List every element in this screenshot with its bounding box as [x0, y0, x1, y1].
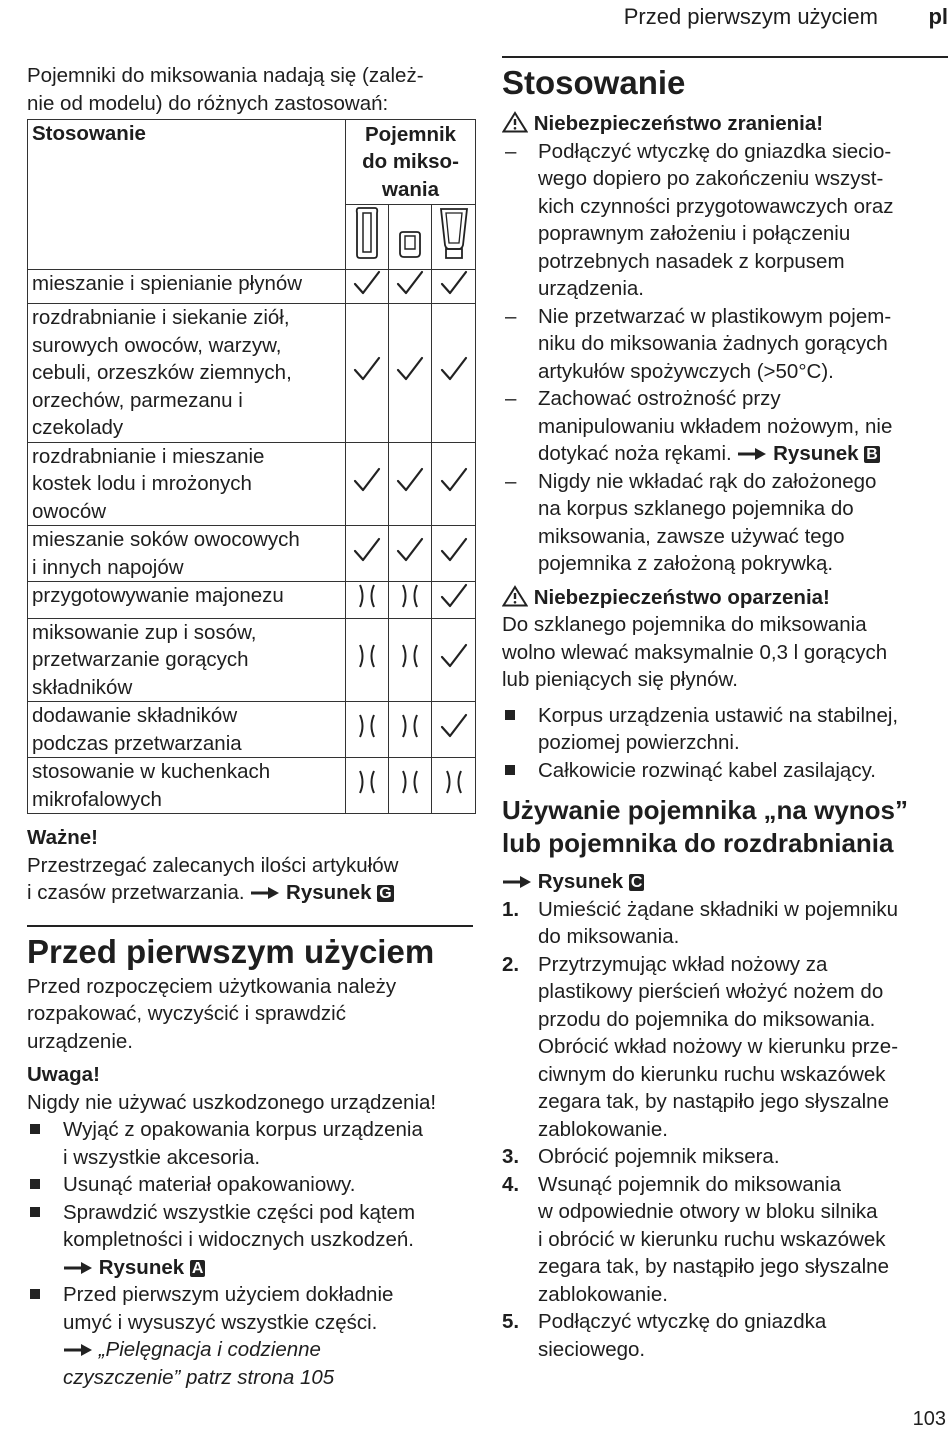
- cross-icon: [389, 618, 432, 702]
- checkmark-icon: [389, 526, 432, 582]
- figure-a-badge: A: [191, 1259, 204, 1277]
- checkmark-icon: [389, 442, 432, 526]
- list-line: manipulowaniu wkładem nożowym, nie: [538, 414, 893, 438]
- use-line: mikrofalowych: [32, 787, 162, 811]
- column-header-line: do mikso-: [362, 150, 459, 174]
- subsection-title-line: lub pojemnika do rozdrabniania: [502, 828, 894, 858]
- checkmark-icon: [432, 702, 476, 758]
- list-item: [502, 757, 948, 785]
- checkmark-icon: [346, 304, 389, 443]
- use-line: przetwarzanie gorących: [32, 648, 249, 671]
- section-divider: [502, 56, 948, 58]
- use-line: cebuli, orzeszków ziemnych,: [32, 361, 292, 384]
- important-title: Ważne!: [27, 826, 98, 849]
- usage-table: [27, 119, 476, 814]
- bullet-square-icon: [30, 1289, 40, 1299]
- step-item: [502, 1308, 948, 1363]
- section-line: urządzenie.: [27, 1029, 133, 1053]
- subsection-title-line: Używanie pojemnika „na wynos”: [502, 795, 908, 825]
- usage-title: Stosowanie: [502, 64, 686, 101]
- step-line: Obrócić pojemnik miksera.: [538, 1145, 780, 1168]
- list-line: potrzebnych nasadek z korpusem: [538, 249, 845, 273]
- table-row: [28, 526, 476, 582]
- list-item: – Podłączyć wtyczkę do gniazdka siecio- wego dopiero po zakończeniu wszyst- kich czynności przygotowawczych oraz poprawnym założeniu i połączeniu potrzebnych nasadek z korpusem urządzenia.: [505, 139, 894, 300]
- use-line: stosowanie w kuchenkach: [32, 760, 271, 783]
- section-title: Przed pierwszym użyciem: [27, 932, 435, 970]
- use-line: dodawanie składników: [32, 704, 238, 727]
- list-item: [27, 1116, 475, 1171]
- figure-ref-word: Rysunek: [98, 1255, 185, 1279]
- bullet-square-icon: [30, 1124, 40, 1134]
- page-number: 103: [912, 1408, 946, 1430]
- arrow-icon: [250, 885, 280, 901]
- cross-icon: [389, 758, 432, 814]
- step-line: zegara tak, by nastąpiło jego słyszalne: [538, 1255, 889, 1278]
- step-number: 4.: [502, 1172, 520, 1196]
- intro-line: Pojemniki do miksowania nadają się (zależ-: [27, 64, 424, 87]
- step-number: 5.: [502, 1310, 520, 1333]
- table-row: [28, 618, 476, 702]
- list-line: artykułów spożywczych (>50°C).: [538, 359, 834, 383]
- step-line: Umieścić żądane składniki w pojemniku: [538, 897, 899, 921]
- arrow-icon: [737, 446, 767, 462]
- use-line: orzechów, parmezanu i: [32, 388, 243, 412]
- use-cell: [28, 618, 346, 702]
- important-line: i czasów przetwarzania.: [27, 881, 245, 904]
- section-line: Przed rozpoczęciem użytkowania należy: [27, 974, 397, 998]
- step-line: plastikowy pierścień włożyć nożem do: [538, 980, 884, 1003]
- step-line: i obrócić w kierunku ruchu wskazówek: [538, 1227, 886, 1251]
- step-line: sieciowego.: [538, 1337, 646, 1361]
- step-line: Wsunąć pojemnik do miksowania: [538, 1172, 842, 1196]
- burn-text: [502, 611, 948, 694]
- use-line: podczas przetwarzania: [32, 731, 242, 755]
- use-line: owoców: [32, 499, 107, 523]
- step-line: zegara tak, by nastąpiło jego słyszalne: [538, 1090, 889, 1113]
- step-item: [502, 896, 948, 951]
- use-line: i innych napojów: [32, 555, 184, 579]
- cross-icon: [346, 618, 389, 702]
- step-line: Podłączyć wtyczkę do gniazdka: [538, 1310, 827, 1333]
- bullet-square-icon: [30, 1207, 40, 1217]
- list-line: Korpus urządzenia ustawić na stabilnej,: [538, 703, 899, 727]
- checkmark-icon: [346, 526, 389, 582]
- list-line: Wyjąć z opakowania korpus urządzenia: [63, 1118, 423, 1141]
- use-cell: [28, 442, 346, 526]
- use-cell: [28, 702, 346, 758]
- step-line: do miksowania.: [538, 925, 680, 948]
- list-line: poziomej powierzchni.: [538, 731, 740, 754]
- list-line: Sprawdzić wszystkie części pod kątem: [63, 1200, 416, 1224]
- use-line: mieszanie i spienianie płynów: [32, 271, 303, 295]
- step-line: Przytrzymując wkład nożowy za: [538, 952, 828, 976]
- checkmark-icon: [389, 269, 432, 304]
- cross-icon: [432, 758, 476, 814]
- step-line: w odpowiednie otwory w bloku silnika: [538, 1200, 878, 1223]
- cross-icon: [346, 702, 389, 758]
- injury-list: [502, 138, 948, 578]
- list-line: i wszystkie akcesoria.: [63, 1145, 261, 1169]
- use-cell: [28, 269, 346, 304]
- warning-triangle-icon: [502, 585, 528, 607]
- checkmark-icon: [432, 582, 476, 619]
- list-line: Usunąć materiał opakowaniowy.: [63, 1173, 356, 1196]
- step-number: 1.: [502, 897, 520, 921]
- cross-icon: [346, 582, 389, 619]
- table-row: [28, 304, 476, 443]
- list-line: Nie przetwarzać w plastikowym pojem-: [538, 304, 892, 328]
- use-cell: [28, 582, 346, 619]
- list-line: Zachować ostrożność przy: [538, 387, 781, 410]
- warning-burn: [502, 584, 948, 612]
- list-line: dotykać noża rękami.: [538, 442, 732, 465]
- checkmark-icon: [432, 618, 476, 702]
- list-item: [502, 702, 948, 757]
- use-line: surowych owoców, warzyw,: [32, 333, 282, 357]
- header-section-title: Przed pierwszym użyciem: [623, 4, 878, 29]
- step-line: zablokowanie.: [538, 1282, 668, 1306]
- table-row: [28, 269, 476, 304]
- list-line: pojemnika z założoną pokrywką.: [538, 552, 834, 575]
- list-item: – Zachować ostrożność przy manipulowaniu wkładem nożowym, nie dotykać noża rękami. Rysunek B: [505, 387, 893, 465]
- checkmark-icon: [432, 526, 476, 582]
- burn-line: wolno wlewać maksymalnie 0,3 l gorących: [502, 640, 888, 664]
- figure-b-badge: B: [866, 446, 878, 463]
- list-line: urządzenia.: [538, 277, 644, 300]
- checkmark-icon: [432, 269, 476, 304]
- column-header-line: Pojemnik: [364, 122, 457, 146]
- step-line: ciwnym do kierunku ruchu wskazówek: [538, 1062, 886, 1086]
- preparation-list: [27, 1116, 475, 1391]
- use-line: składników: [32, 675, 133, 699]
- arrow-icon: [502, 874, 532, 890]
- use-line: czekolady: [32, 416, 124, 439]
- checkmark-icon: [389, 304, 432, 443]
- column-header-container: [346, 120, 476, 205]
- list-line: kich czynności przygotowawczych oraz: [538, 194, 894, 218]
- checkmark-icon: [346, 269, 389, 304]
- list-line: kompletności i widocznych uszkodzeń.: [63, 1228, 414, 1251]
- list-line: wego dopiero po zakończeniu wszyst-: [538, 167, 884, 190]
- step-item: [502, 1171, 948, 1309]
- caution-text: Nigdy nie używać uszkodzonego urządzenia!: [27, 1090, 437, 1114]
- step-line: Obrócić wkład nożowy w kierunku prze-: [538, 1035, 899, 1058]
- cross-icon: [389, 702, 432, 758]
- list-line: Nigdy nie wkładać rąk do założonego: [538, 469, 877, 493]
- table-body: [28, 269, 476, 814]
- header-language: pl: [928, 4, 948, 29]
- section-intro: [27, 973, 475, 1056]
- table-row: [28, 442, 476, 526]
- list-item: [27, 1281, 475, 1391]
- table-row: [28, 758, 476, 814]
- cleaning-reference-line: czyszczenie” patrz strona 105: [63, 1365, 335, 1389]
- cross-icon: [389, 582, 432, 619]
- list-line: niku do miksowania żadnych gorących: [538, 332, 888, 355]
- arrow-icon: [63, 1342, 93, 1358]
- warning-burn-title: Niebezpieczeństwo oparzenia!: [533, 585, 830, 609]
- bullet-square-icon: [505, 710, 515, 720]
- warning-injury: [502, 110, 948, 138]
- step-line: zablokowanie.: [538, 1117, 668, 1141]
- cleaning-reference-line: „Pielęgnacja i codzienne: [98, 1338, 321, 1361]
- checkmark-icon: [346, 442, 389, 526]
- list-line: miksowania, zawsze używać tego: [538, 524, 845, 548]
- step-number: 3.: [502, 1145, 520, 1168]
- column-header-use: Stosowanie: [28, 120, 346, 270]
- list-line: Całkowicie rozwinąć kabel zasilający.: [538, 758, 876, 782]
- right-column: [502, 56, 948, 1363]
- column-header-line: wania: [382, 177, 439, 201]
- section-divider: [27, 925, 473, 927]
- cross-icon: [346, 758, 389, 814]
- list-item: – Nigdy nie wkładać rąk do założonego na korpus szklanego pojemnika do miksowania, zawsze używać tego pojemnika z założoną pokrywką.: [505, 469, 877, 575]
- page-header: [0, 4, 950, 32]
- use-line: miksowanie zup i sosów,: [32, 620, 257, 644]
- left-column: [27, 62, 475, 1391]
- important-text: [27, 852, 475, 907]
- steps-list: [502, 896, 948, 1364]
- step-line: przodu do pojemnika do miksowania.: [538, 1007, 876, 1031]
- use-cell: [28, 758, 346, 814]
- step-number: 2.: [502, 952, 520, 976]
- bullet-square-icon: [505, 765, 515, 775]
- list-line: umyć i wysuszyć wszystkie części.: [63, 1310, 378, 1334]
- list-item: [27, 1171, 475, 1199]
- use-cell: [28, 304, 346, 443]
- caution-title: Uwaga!: [27, 1063, 100, 1086]
- use-line: kostek lodu i mrożonych: [32, 472, 252, 495]
- figure-ref-word: Rysunek: [286, 881, 372, 904]
- burn-line: lub pieniących się płynów.: [502, 668, 738, 691]
- important-line: Przestrzegać zalecanych ilości artykułów: [27, 853, 399, 877]
- use-cell: [28, 526, 346, 582]
- table-row: [28, 582, 476, 619]
- table-row: [28, 702, 476, 758]
- list-item: [27, 1199, 475, 1282]
- glass-jug-icon: [432, 205, 476, 270]
- intro-line: nie od modelu) do różnych zastosowań:: [27, 91, 389, 115]
- section-line: rozpakować, wyczyścić i sprawdzić: [27, 1002, 346, 1025]
- use-line: rozdrabnianie i siekanie ziół,: [32, 306, 290, 329]
- figure-c-reference: [502, 868, 948, 896]
- list-item: – Nie przetwarzać w plastikowym pojem- niku do miksowania żadnych gorących artykułów spożywczych (>50°C).: [505, 304, 892, 383]
- step-item: [502, 1143, 948, 1171]
- small-container-icon: [389, 205, 432, 270]
- use-line: mieszanie soków owocowych: [32, 528, 300, 551]
- use-line: przygotowywanie majonezu: [32, 584, 284, 607]
- warning-injury-title: Niebezpieczeństwo zranienia!: [533, 112, 824, 135]
- figure-g-badge: G: [379, 885, 392, 902]
- bullet-square-icon: [30, 1179, 40, 1189]
- step-item: [502, 951, 948, 1144]
- list-line: Przed pierwszym użyciem dokładnie: [63, 1283, 394, 1306]
- tall-container-icon: [346, 205, 389, 270]
- figure-ref-word: Rysunek: [773, 442, 859, 465]
- figure-c-badge: C: [630, 874, 643, 891]
- use-line: rozdrabnianie i mieszanie: [32, 444, 265, 468]
- list-line: Podłączyć wtyczkę do gniazdka siecio-: [538, 139, 892, 163]
- subsection-title: [502, 794, 948, 860]
- list-line: poprawnym założeniu i połączeniu: [538, 222, 851, 245]
- checkmark-icon: [432, 442, 476, 526]
- list-line: na korpus szklanego pojemnika do: [538, 497, 854, 520]
- burn-line: Do szklanego pojemnika do miksowania: [502, 613, 867, 636]
- arrow-icon: [63, 1260, 93, 1276]
- warning-triangle-icon: [502, 111, 528, 133]
- intro-paragraph: [27, 62, 475, 117]
- checkmark-icon: [432, 304, 476, 443]
- setup-list: [502, 702, 948, 785]
- figure-ref-word: Rysunek: [537, 870, 624, 893]
